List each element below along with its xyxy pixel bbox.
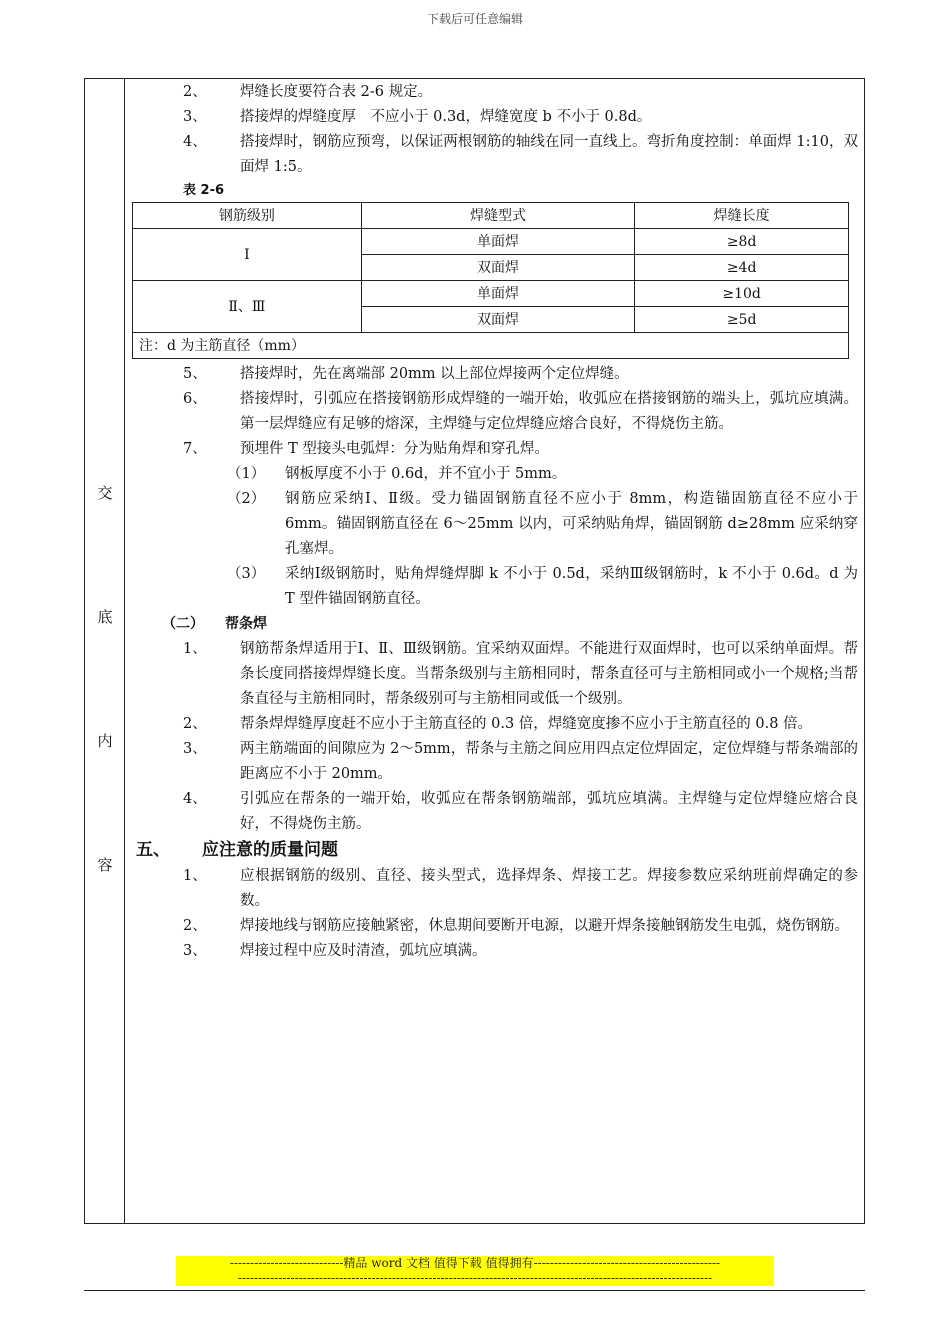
table-cell-length: ≥10d (635, 281, 849, 307)
item-number: 3、 (183, 943, 207, 959)
item-number: 2、 (183, 716, 207, 732)
table-cell-length: ≥4d (635, 255, 849, 281)
item-text: 预埋件 T 型接头电弧焊：分为贴角焊和穿孔焊。 (240, 441, 549, 457)
item-text: 焊接过程中应及时清渣，弧坑应填满。 (240, 943, 487, 959)
list-item (130, 387, 858, 437)
item-number: 7、 (183, 441, 207, 457)
table-header-cell: 焊缝长度 (635, 203, 849, 229)
section-title: 帮条焊 (225, 616, 267, 632)
side-label-char: 容 (97, 856, 113, 874)
sub-list-item (130, 487, 858, 562)
table-cell-length: ≥5d (635, 307, 849, 333)
list-item (130, 362, 858, 387)
item-text: 搭接焊的焊缝度厚 不应小于 0.3d，焊缝宽度 b 不小于 0.8d。 (240, 109, 652, 125)
sub-item-text: 钢板厚度不小于 0.6d，并不宜小于 5mm。 (285, 466, 567, 482)
sub-list-item (130, 562, 858, 612)
item-number: 4、 (183, 791, 207, 807)
side-label-char: 交 (97, 484, 113, 502)
item-number: 3、 (183, 109, 207, 125)
side-label-column (85, 79, 125, 1223)
table-cell-grade: Ⅰ (133, 229, 362, 281)
list-item (130, 437, 858, 462)
item-number: 2、 (183, 918, 207, 934)
section-heading-5 (130, 837, 858, 864)
document-frame (84, 78, 865, 1224)
list-item (130, 637, 858, 712)
sub-item-text: 采纳Ⅰ级钢筋时，贴角焊缝焊脚 k 不小于 0.5d，采纳Ⅲ级钢筋时，k 不小于 0.6d。d 为 T 型件锚固钢筋直径。 (285, 566, 858, 607)
section-title: 应注意的质量问题 (202, 840, 338, 860)
item-text: 搭接焊时，钢筋应预弯，以保证两根钢筋的轴线在同一直线上。弯折角度控制：单面焊 1:10，双面焊 1:5。 (240, 134, 858, 175)
item-text: 搭接焊时，先在离端部 20mm 以上部位焊接两个定位焊缝。 (240, 366, 629, 382)
list-item (130, 914, 858, 939)
item-number: 1、 (183, 868, 207, 884)
item-number: 2、 (183, 84, 207, 100)
side-label-char: 内 (97, 732, 113, 750)
header-note: 下载后可任意编辑 (426, 12, 523, 26)
item-number: 6、 (183, 391, 207, 407)
side-label-char: 底 (97, 608, 113, 626)
sub-item-number: （1） (227, 466, 266, 482)
table-note: 注：d 为主筋直径（mm） (133, 333, 849, 359)
table-cell-type: 双面焊 (361, 255, 635, 281)
footer-banner: ----------------------------精品 word 文档 值得下载 值得拥有---------------------------------------------- (176, 1256, 774, 1271)
table-caption: 表 2-6 (183, 183, 225, 198)
section-number: （二） (162, 616, 204, 632)
weld-length-table (132, 202, 849, 359)
table-row (133, 229, 849, 255)
list-item (130, 787, 858, 837)
footer-divider (84, 1290, 865, 1291)
item-text: 钢筋帮条焊适用于Ⅰ、Ⅱ、Ⅲ级钢筋。宜采纳双面焊。不能进行双面焊时，也可以采纳单面焊。帮条长度同搭接焊焊缝长度。当帮条级别与主筋相同时，帮条直径可与主筋相同或小一个规格;当帮条直径与主筋相同时，帮条级别可与主筋相同或低一个级别。 (240, 641, 858, 707)
table-cell-type: 单面焊 (361, 229, 635, 255)
item-number: 1、 (183, 641, 207, 657)
table-header-cell: 焊缝型式 (361, 203, 635, 229)
sub-list-item (130, 462, 858, 487)
list-item (130, 105, 858, 130)
table-header-row (133, 203, 849, 229)
table-cell-length: ≥8d (635, 229, 849, 255)
list-item (130, 130, 858, 180)
item-number: 5、 (183, 366, 207, 382)
list-item (130, 712, 858, 737)
table-cell-grade: Ⅱ、Ⅲ (133, 281, 362, 333)
list-item (130, 939, 858, 964)
item-text: 搭接焊时，引弧应在搭接钢筋形成焊缝的一端开始，收弧应在搭接钢筋的端头上，弧坑应填满。第一层焊缝应有足够的熔深，主焊缝与定位焊缝应熔合良好，不得烧伤主筋。 (240, 391, 858, 432)
item-text: 帮条焊焊缝厚度赶不应小于主筋直径的 0.3 倍，焊缝宽度掺不应小于主筋直径的 0.8 倍。 (240, 716, 813, 732)
section-number: 五、 (136, 840, 170, 860)
table-row (133, 281, 849, 307)
sub-item-number: （2） (227, 491, 266, 507)
item-text: 引弧应在帮条的一端开始，收弧应在帮条钢筋端部，弧坑应填满。主焊缝与定位焊缝应熔合良好，不得烧伤主筋。 (240, 791, 858, 832)
list-item (130, 864, 858, 914)
sub-item-number: （3） (227, 566, 266, 582)
content-area (130, 79, 858, 964)
item-text: 两主筋端面的间隙应为 2～5mm，帮条与主筋之间应用四点定位焊固定，定位焊缝与帮条端部的距离应不小于 20mm。 (240, 741, 858, 782)
table-note-row (133, 333, 849, 359)
item-text: 焊接地线与钢筋应接触紧密，休息期间要断开电源，以避开焊条接触钢筋发生电弧，烧伤钢筋。 (240, 918, 849, 934)
table-cell-type: 双面焊 (361, 307, 635, 333)
list-item (130, 737, 858, 787)
item-text: 焊缝长度要符合表 2-6 规定。 (240, 84, 433, 100)
table-header-cell: 钢筋级别 (133, 203, 362, 229)
table-cell-type: 单面焊 (361, 281, 635, 307)
sub-item-text: 钢筋应采纳Ⅰ、Ⅱ级。受力锚固钢筋直径不应小于 8mm，构造锚固筋直径不应小于 6mm。锚固钢筋直径在 6～25mm 以内，可采纳贴角焊，锚固钢筋 d≥28mm 应采纳穿孔塞焊。 (285, 491, 858, 557)
item-text: 应根据钢筋的级别、直径、接头型式，选择焊条、焊接工艺。焊接参数应采纳班前焊确定的参数。 (240, 868, 858, 909)
section-heading-2 (130, 612, 858, 637)
list-item (130, 80, 858, 105)
footer-banner-dashes: --------------------------------------------------------------------------------------------------------------------- (176, 1271, 774, 1286)
item-number: 3、 (183, 741, 207, 757)
item-number: 4、 (183, 134, 207, 150)
